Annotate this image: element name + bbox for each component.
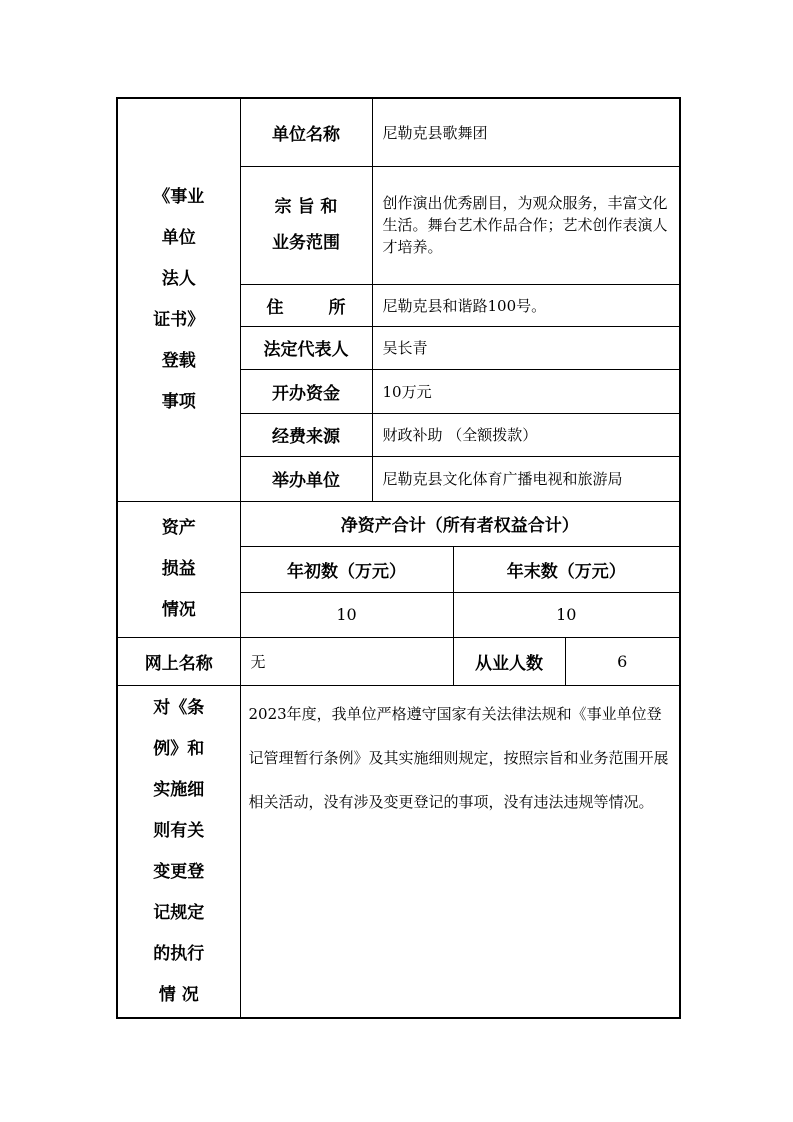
address-value: 尼勒克县和谐路100号。 [372, 284, 680, 326]
sponsor-value: 尼勒克县文化体育广播电视和旅游局 [372, 456, 680, 501]
capital-value: 10万元 [372, 369, 680, 413]
legal-rep-value: 吴长青 [372, 326, 680, 369]
end-year-value: 10 [453, 592, 680, 637]
compliance-header-cell [117, 685, 240, 1018]
funding-source-value: 财政补助 （全额拨款） [372, 413, 680, 456]
staff-count-label: 从业人数 [453, 637, 565, 685]
registration-table [116, 97, 681, 1019]
purpose-label: 宗 旨 和 业务范围 [240, 166, 372, 284]
funding-source-label: 经费来源 [240, 413, 372, 456]
net-assets-title: 净资产合计（所有者权益合计） [240, 501, 680, 546]
online-name-value: 无 [240, 637, 453, 685]
end-year-label: 年末数（万元） [453, 546, 680, 592]
staff-count-value: 6 [565, 637, 680, 685]
assets-header: 资产 损益 情况 [161, 517, 196, 620]
sponsor-label: 举办单位 [240, 456, 372, 501]
begin-year-value: 10 [240, 592, 453, 637]
compliance-header: 对《条 例》和 实施细 则有关 变更登 记规定 的执行 情 况 [153, 697, 205, 1005]
registration-header-cell [117, 98, 240, 501]
address-label: 住 所 [240, 284, 372, 326]
compliance-text: 2023年度，我单位严格遵守国家有关法律法规和《事业单位登记管理暂行条例》及其实施细则规定，按照宗旨和业务范围开展相关活动，没有涉及变更登记的事项，没有违法违规等情况。 [240, 685, 680, 1018]
unit-name-value: 尼勒克县歌舞团 [372, 98, 680, 166]
capital-label: 开办资金 [240, 369, 372, 413]
unit-name-label: 单位名称 [240, 98, 372, 166]
assets-header-cell [117, 501, 240, 637]
registration-header: 《事业 单位 法人 证书》 登载 事项 [153, 186, 205, 412]
purpose-value: 创作演出优秀剧目，为观众服务，丰富文化生活。舞台艺术作品合作；艺术创作表演人才培养。 [372, 166, 680, 284]
legal-rep-label: 法定代表人 [240, 326, 372, 369]
begin-year-label: 年初数（万元） [240, 546, 453, 592]
online-name-label: 网上名称 [117, 637, 240, 685]
